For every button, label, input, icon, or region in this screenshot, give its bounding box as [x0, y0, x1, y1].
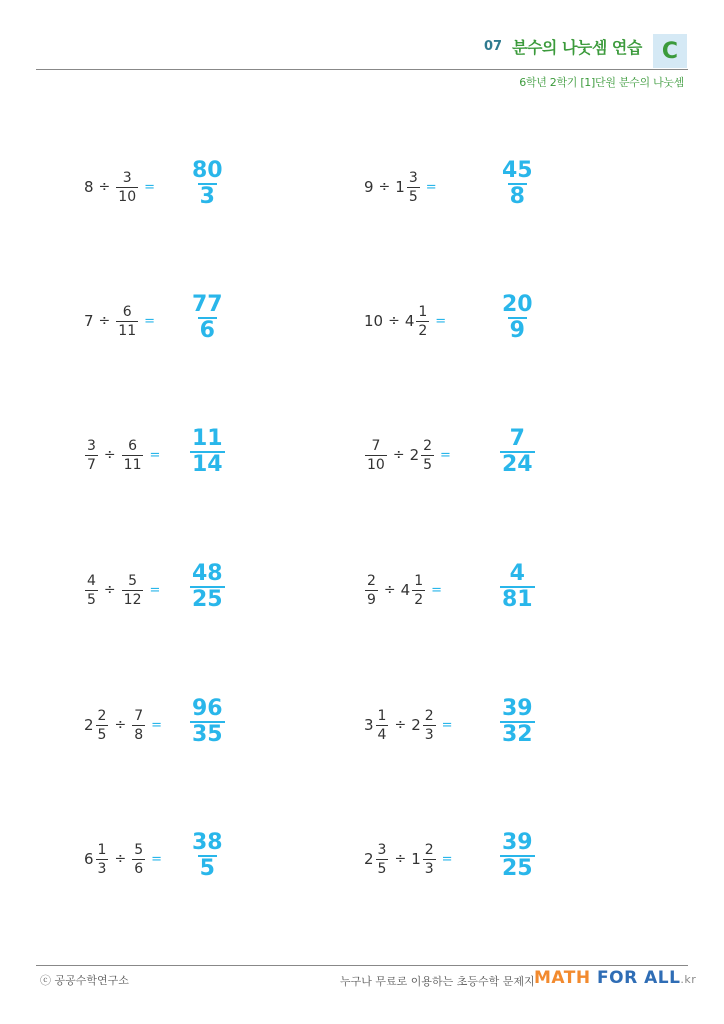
brand-logo — [534, 968, 696, 988]
answer-numerator: 11 — [192, 426, 223, 451]
answer-numerator: 77 — [192, 292, 223, 317]
problem-expression — [364, 293, 446, 349]
problem-expression — [84, 293, 155, 349]
equals-sign: = — [441, 717, 453, 733]
brand-math: MATH — [534, 968, 591, 988]
fraction — [85, 574, 98, 607]
denominator: 3 — [424, 860, 434, 877]
divide-sign: ÷ — [98, 179, 111, 195]
fraction — [412, 574, 425, 607]
answer-fraction — [500, 160, 535, 208]
operand — [131, 843, 146, 876]
answer-numerator: 48 — [192, 561, 223, 586]
whole-number: 2 — [84, 716, 94, 734]
answer-numerator: 4 — [509, 561, 525, 586]
answer-denominator: 81 — [502, 587, 533, 612]
denominator: 5 — [97, 726, 107, 743]
fraction — [407, 171, 420, 204]
numerator: 1 — [97, 841, 107, 858]
denominator: 5 — [377, 860, 387, 877]
numerator: 1 — [377, 707, 387, 724]
equals-sign: = — [149, 447, 161, 463]
equals-sign: = — [425, 179, 437, 195]
answer-fraction — [500, 832, 535, 880]
operand — [84, 709, 109, 742]
worksheet-title: 분수의 나눗셈 연습 — [512, 38, 642, 57]
operand — [84, 312, 94, 330]
divide-sign: ÷ — [98, 313, 111, 329]
answer-fraction — [190, 428, 225, 476]
worksheet-number: 07 — [484, 39, 503, 54]
footer-tagline: 누구나 무료로 이용하는 초등수학 문제지 — [340, 975, 535, 988]
integer: 7 — [84, 312, 94, 330]
answer-denominator: 5 — [199, 856, 215, 881]
equals-sign: = — [441, 851, 453, 867]
problem-expression — [84, 831, 162, 887]
divide-sign: ÷ — [394, 717, 407, 733]
answer-denominator: 3 — [199, 184, 215, 209]
fraction — [122, 439, 144, 472]
equals-sign: = — [149, 582, 161, 598]
answer-fraction — [500, 563, 535, 611]
numerator: 5 — [128, 572, 138, 589]
answer-denominator: 32 — [502, 722, 533, 747]
numerator: 2 — [424, 841, 434, 858]
denominator: 2 — [414, 591, 424, 608]
numerator: 3 — [408, 169, 418, 186]
numerator: 5 — [134, 841, 144, 858]
divide-sign: ÷ — [392, 447, 405, 463]
fraction — [365, 439, 387, 472]
operand — [364, 439, 388, 472]
answer-numerator: 80 — [192, 158, 223, 183]
answer-fraction — [190, 563, 225, 611]
answer-fraction — [500, 698, 535, 746]
equals-sign: = — [431, 582, 443, 598]
problem-expression — [364, 427, 451, 483]
numerator: 7 — [371, 437, 381, 454]
divide-sign: ÷ — [103, 447, 116, 463]
problem-expression — [84, 562, 160, 618]
copyright-text: ⓒ 공공수학연구소 — [40, 974, 129, 987]
divide-sign: ÷ — [383, 582, 396, 598]
numerator: 2 — [367, 572, 376, 589]
divide-sign: ÷ — [114, 851, 127, 867]
divide-sign: ÷ — [388, 313, 400, 329]
numerator: 3 — [87, 437, 96, 454]
operand — [411, 709, 436, 742]
numerator: 6 — [128, 437, 138, 454]
denominator: 12 — [123, 591, 142, 608]
answer-denominator: 14 — [192, 452, 223, 477]
denominator: 5 — [87, 591, 96, 608]
denominator: 5 — [423, 456, 433, 473]
header-divider — [36, 69, 688, 70]
answer-numerator: 39 — [502, 696, 533, 721]
denominator: 3 — [97, 860, 107, 877]
whole-number: 1 — [395, 178, 405, 196]
operand — [121, 574, 145, 607]
answer-numerator: 38 — [192, 830, 223, 855]
brand-suffix: .kr — [680, 973, 697, 986]
numerator: 2 — [423, 437, 433, 454]
fraction — [122, 574, 144, 607]
equals-sign: = — [144, 179, 156, 195]
fraction — [132, 843, 145, 876]
fraction — [116, 305, 138, 338]
problem-expression — [84, 159, 155, 215]
answer-denominator: 8 — [509, 184, 525, 209]
answer-fraction — [190, 294, 225, 342]
operand — [364, 312, 383, 330]
divide-sign: ÷ — [378, 179, 391, 195]
denominator: 7 — [87, 456, 96, 473]
answer-numerator: 39 — [502, 830, 533, 855]
denominator: 9 — [367, 591, 376, 608]
operand — [115, 171, 139, 204]
answer-denominator: 24 — [502, 452, 533, 477]
answer-denominator: 25 — [502, 856, 533, 881]
operand — [401, 574, 426, 607]
answer-fraction — [190, 698, 225, 746]
operand — [84, 178, 94, 196]
problem-expression — [84, 697, 162, 753]
answer-denominator: 6 — [199, 318, 215, 343]
denominator: 2 — [418, 322, 428, 339]
brand-forall: FOR ALL — [597, 968, 681, 988]
problem-expression — [364, 159, 437, 215]
answer-numerator: 20 — [502, 292, 533, 317]
operand — [364, 178, 374, 196]
answer-fraction — [500, 294, 535, 342]
equals-sign: = — [435, 313, 447, 329]
answer-numerator: 96 — [192, 696, 223, 721]
numerator: 4 — [87, 572, 96, 589]
denominator: 8 — [134, 726, 144, 743]
denominator: 6 — [134, 860, 144, 877]
whole-number: 2 — [409, 446, 420, 464]
denominator: 11 — [118, 322, 137, 339]
fraction — [96, 843, 109, 876]
operand — [121, 439, 145, 472]
answer-denominator: 9 — [509, 318, 525, 343]
fraction — [416, 305, 429, 338]
operand — [411, 843, 436, 876]
fraction — [376, 709, 389, 742]
footer-divider — [36, 965, 688, 966]
equals-sign: = — [440, 447, 451, 463]
level-badge: C — [653, 34, 687, 68]
equals-sign: = — [151, 717, 163, 733]
denominator: 4 — [377, 726, 387, 743]
numerator: 2 — [97, 707, 107, 724]
numerator: 3 — [122, 169, 132, 186]
fraction — [96, 709, 109, 742]
equals-sign: = — [151, 851, 163, 867]
whole-number: 4 — [404, 312, 415, 330]
operand — [364, 709, 389, 742]
fraction — [85, 439, 98, 472]
denominator: 10 — [118, 188, 137, 205]
problem-expression — [364, 831, 453, 887]
numerator: 3 — [377, 841, 387, 858]
fraction — [376, 843, 389, 876]
operand — [405, 305, 430, 338]
operand — [364, 843, 389, 876]
answer-denominator: 25 — [192, 587, 223, 612]
divide-sign: ÷ — [394, 851, 407, 867]
numerator: 7 — [134, 707, 144, 724]
answer-fraction — [500, 428, 535, 476]
whole-number: 4 — [400, 581, 411, 599]
answer-numerator: 7 — [509, 426, 525, 451]
denominator: 11 — [123, 456, 142, 473]
operand — [84, 843, 109, 876]
problem-expression — [364, 562, 442, 618]
operand — [84, 574, 99, 607]
fraction — [116, 171, 138, 204]
whole-number: 3 — [364, 716, 374, 734]
fraction — [132, 709, 145, 742]
whole-number: 2 — [411, 716, 421, 734]
answer-fraction — [190, 160, 225, 208]
whole-number: 6 — [84, 850, 94, 868]
whole-number: 1 — [411, 850, 421, 868]
numerator: 1 — [414, 572, 424, 589]
numerator: 1 — [418, 303, 428, 320]
integer: 9 — [364, 178, 374, 196]
integer: 8 — [84, 178, 94, 196]
operand — [410, 439, 435, 472]
operand — [84, 439, 99, 472]
integer: 10 — [364, 312, 384, 330]
worksheet-subtitle: 6학년 2학기 [1]단원 분수의 나눗셈 — [519, 76, 684, 89]
fraction — [421, 439, 434, 472]
answer-fraction — [190, 832, 225, 880]
operand — [115, 305, 139, 338]
operand — [131, 709, 146, 742]
operand — [395, 171, 420, 204]
problem-expression — [364, 697, 453, 753]
fraction — [423, 709, 436, 742]
numerator: 2 — [424, 707, 434, 724]
divide-sign: ÷ — [114, 717, 127, 733]
denominator: 5 — [408, 188, 418, 205]
divide-sign: ÷ — [103, 582, 116, 598]
numerator: 6 — [122, 303, 132, 320]
denominator: 3 — [424, 726, 434, 743]
whole-number: 2 — [364, 850, 374, 868]
fraction — [365, 574, 378, 607]
fraction — [423, 843, 436, 876]
denominator: 10 — [367, 456, 385, 473]
operand — [364, 574, 379, 607]
answer-numerator: 45 — [502, 158, 533, 183]
equals-sign: = — [144, 313, 156, 329]
answer-denominator: 35 — [192, 722, 223, 747]
problem-expression — [84, 427, 160, 483]
